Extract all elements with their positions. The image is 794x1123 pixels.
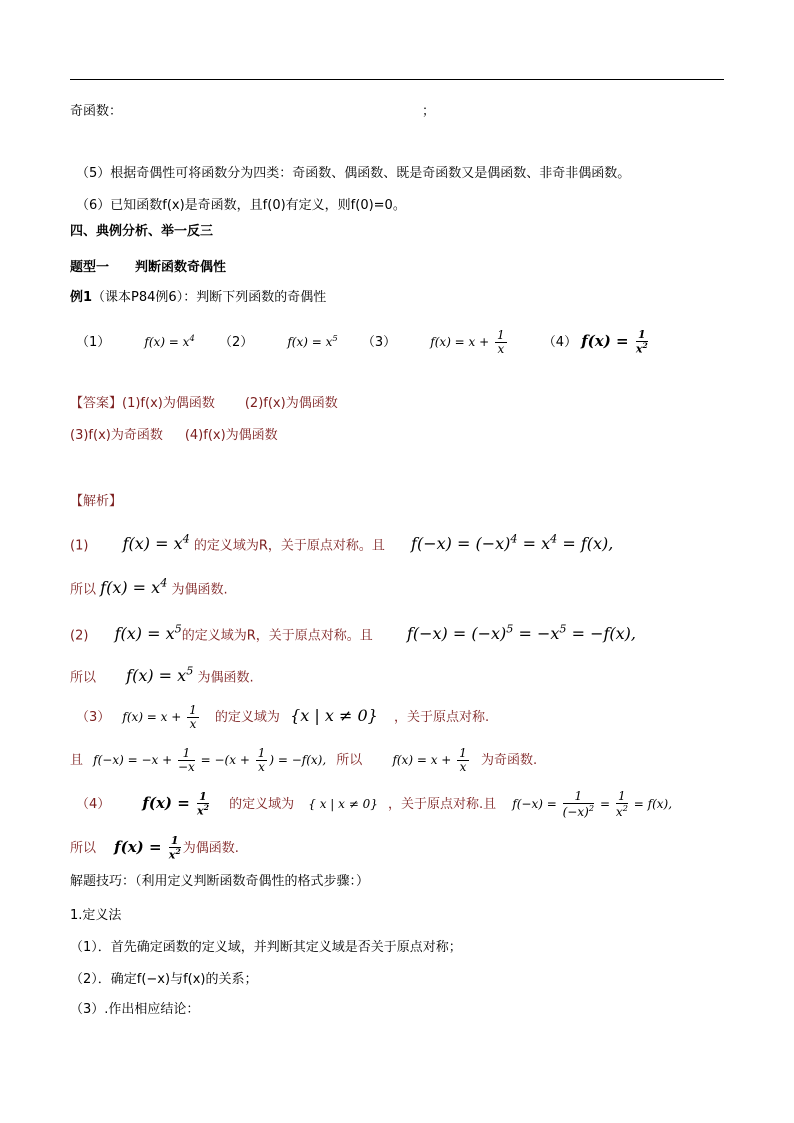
answer-3: (3)f(x)为奇函数: [70, 428, 163, 443]
p1-text: 的定义域为R，关于原点对称。且: [193, 538, 385, 554]
p3-conc-func: f(x) = x + $\frac{1}{x}$: [392, 746, 467, 774]
p3-eq: f(−x) = −x + $\frac{1}{-x}$ = −(x + $\frac{1}{x}$ ) = −f(x),: [93, 746, 327, 774]
analysis-p4: [76, 788, 672, 820]
section-heading: 四、典例分析、举一反三: [70, 224, 214, 239]
func-3: f(x) = x + $\frac{1}{x}$: [430, 328, 505, 356]
p2-conc-func: $f(x) = x^5$: [126, 665, 194, 686]
tips-step-1: （1）．首先确定函数的定义域，并判断其定义域是否关于原点对称；: [70, 940, 462, 955]
p3-qie: 且: [70, 753, 84, 768]
p4-domain: { x | x ≠ 0}: [308, 797, 378, 811]
p1-num: (1): [70, 538, 89, 554]
item-1-num: （1）: [76, 335, 111, 350]
example-label: 例1: [70, 290, 93, 305]
answer-4: (4)f(x)为偶函数: [184, 428, 278, 443]
p3-domain: {x | x ≠ 0}: [290, 706, 378, 725]
p2-num: (2): [70, 628, 89, 644]
example-text: （课本P84例6）：判断下列函数的奇偶性: [92, 290, 327, 305]
p3-so: 所以: [336, 753, 363, 768]
p4-func: f(x) = $\frac{1}{x^2}$: [142, 790, 209, 818]
type-heading: 题型一 判断函数奇偶性: [70, 260, 227, 275]
answer-line-1: [70, 394, 338, 414]
p2-text: 的定义域为R，关于原点对称。且: [181, 628, 373, 644]
example-functions: [76, 322, 650, 359]
tips-heading: 解题技巧：（利用定义判断函数奇偶性的格式步骤：）: [70, 874, 370, 889]
analysis-p2-conclusion: [70, 662, 254, 688]
tips-method: 1.定义法: [70, 908, 122, 923]
p2-so: 所以: [70, 670, 97, 686]
p4-eq: f(−x) = $\frac{1}{(-x)^2}$ = $\frac{1}{x^2}$ = f(x),: [512, 789, 673, 819]
p1-conc: 为偶函数.: [171, 582, 228, 598]
p2-func: $f(x) = x^5$: [114, 623, 182, 644]
p1-func: $f(x) = x^4$: [122, 533, 190, 554]
p3-func: f(x) = x + $\frac{1}{x}$: [122, 703, 197, 731]
p3-tail: ，关于原点对称.: [393, 710, 490, 725]
analysis-tag: 【解析】: [70, 494, 123, 509]
analysis-p3: [76, 702, 489, 732]
analysis-p4-conclusion: [70, 832, 239, 864]
p4-conc-func: f(x) = $\frac{1}{x^2}$: [114, 834, 181, 862]
tips-step-3: （3）.作出相应结论：: [70, 1002, 200, 1017]
answer-1: (1)f(x)为偶函数: [122, 396, 215, 411]
func-2: $f(x) = x^5$: [287, 333, 338, 349]
p3-conc: 为奇函数.: [480, 753, 538, 768]
point-6: （6）已知函数f(x)是奇函数，且f(0)有定义，则f(0)=0。: [76, 198, 406, 213]
p4-num: （4）: [76, 797, 111, 812]
answer-line-2: [70, 426, 278, 446]
p3-num: （3）: [76, 710, 111, 725]
p4-text: 的定义域为: [229, 797, 295, 812]
analysis-p2: [70, 620, 636, 646]
p1-so: 所以: [70, 582, 97, 598]
odd-function-label: 奇函数：: [70, 104, 123, 119]
tips-step-2: （2）．确定f(−x)与f(x)的关系；: [70, 972, 258, 987]
item-4-num: （4）: [542, 335, 578, 350]
p2-conc: 为偶函数.: [197, 670, 254, 686]
p3-text: 的定义域为: [214, 710, 280, 725]
analysis-p1-conclusion: [70, 574, 228, 600]
p4-conc: 为偶函数.: [182, 841, 239, 856]
p1-eq: $f(-x) = (-x)^4 = x^4 = f(x)$,: [411, 533, 614, 554]
func-4: f(x) = $\frac{1}{x^2}$: [581, 328, 648, 356]
p4-tail: ，关于原点对称.且: [388, 797, 497, 812]
point-5: （5）根据奇偶性可将函数分为四类：奇函数、偶函数、既是奇函数又是偶函数、非奇非偶函数。: [76, 166, 631, 181]
semicolon: ；: [422, 104, 436, 119]
answer-2: (2)f(x)为偶函数: [244, 396, 338, 411]
header-rule: [70, 79, 724, 80]
analysis-p3-conclusion: [70, 746, 537, 775]
answer-tag: 【答案】: [70, 396, 123, 411]
example-1: [70, 288, 326, 308]
func-1: $f(x) = x^4$: [144, 333, 195, 349]
analysis-p1: [70, 530, 613, 556]
item-2-num: （2）: [218, 335, 254, 350]
p1-conc-func: $f(x) = x^4$: [100, 577, 168, 598]
item-3-num: （3）: [361, 335, 397, 350]
odd-function-line: [70, 102, 435, 122]
p2-eq: $f(-x) = (-x)^5 = -x^5 = -f(x)$,: [406, 623, 636, 644]
p4-so: 所以: [70, 841, 97, 856]
